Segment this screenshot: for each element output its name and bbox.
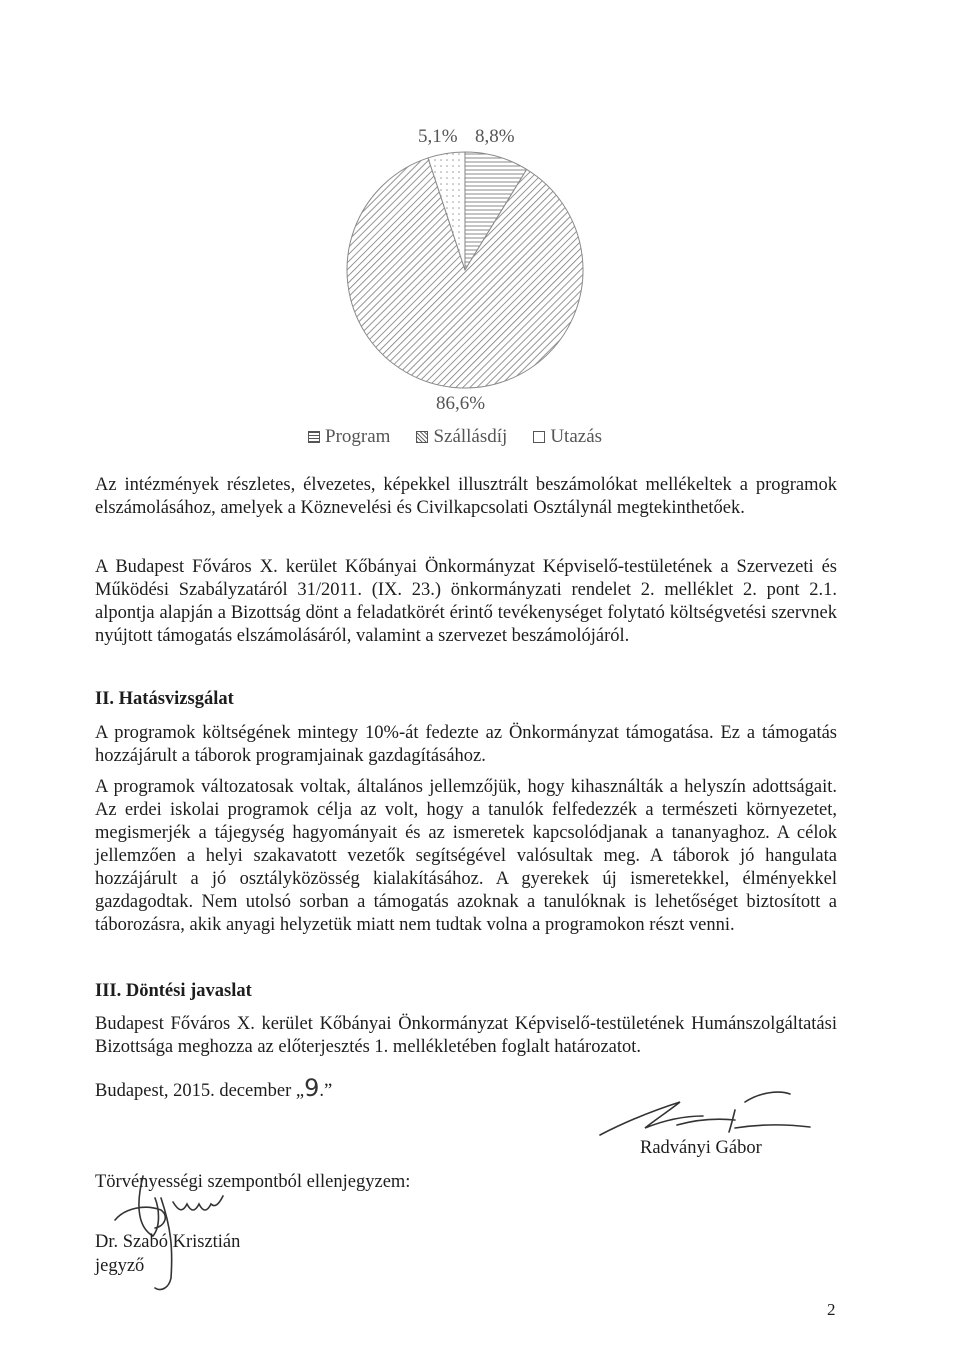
legal-signatory-name: Dr. Szabó Krisztián [95,1232,241,1252]
legend-swatch-program [308,431,320,443]
paragraph-funding: A programok költségének mintegy 10%-át fedezte az Önkormányzat támogatása. Ez a támogatás hozzájárult a táborok programjainak gazdagításához. [95,723,837,766]
legal-signatory-title: jegyző [95,1256,145,1276]
signatory-name: Radványi Gábor [640,1138,762,1158]
section-heading-proposal: III. Döntési javaslat [95,981,252,1001]
paragraph-programs: A programok változatosak voltak, általános jellemzőjük, hogy kihasználták a helyszín adottságait. Az erdei iskolai programok célja az volt, hogy a tanulók felfedezzék a természeti környezetet, megismerjék a tájegység hagyományait és az ismeretek kapcsolódjanak a tananyaghoz. A célok jellemzően a helyi szakavatott vezetők segítségével valósultak meg. A táborok jó hangulata hozzájárult a jó osztályközösség kialakításához. A gyerekek új ismeretekkel, élményekkel gazdagodtak. Nem utolsó sorban a támogatás azoknak a tanulóknak is lehetőséget biztosított a táborozásra, akik anyagi helyzetük miatt nem tudtak volna a programokon részt venni. [95,777,837,935]
data-label-utazas: 8,8% [475,126,515,147]
paragraph-intro: Az intézmények részletes, élvezetes, képekkel illusztrált beszámolókat mellékeltek a programok elszámolásához, amelyek a Köznevelési és Civilkapcsolati Osztálynál megtekinthetőek. [95,475,837,518]
pie-chart [330,145,600,395]
section-heading-impact: II. Hatásvizsgálat [95,689,234,709]
date-prefix: Budapest, 2015. december „ [95,1081,305,1101]
legend-swatch-szallasdij [416,431,428,443]
date-suffix: .” [319,1081,333,1101]
page-number: 2 [827,1300,836,1319]
legend-item-szallasdij [416,426,507,448]
date-line [95,1074,332,1102]
legend-swatch-utazas [533,431,545,443]
legend-item-program [308,426,390,448]
data-label-program: 86,6% [436,393,486,414]
legend-label-szallasdij: Szállásdíj [433,426,508,447]
legend-label-utazas: Utazás [550,426,603,447]
chart-legend [308,426,602,448]
legend-label-program: Program [325,426,391,447]
paragraph-legal-basis: A Budapest Főváros X. kerület Kőbányai Önkormányzat Képviselő-testületének a Szervezeti és Működési Szabályzatáról 31/2011. (IX. 23.) önkormányzati rendelet 2. melléklet 2. pont 2.1. alpontja alapján a Bizottság dönt a feladatkörét érintő tevékenységet folytató költségvetési szervnek nyújtott támogatás elszámolásáról, valamint a szervezet beszámolójáról. [95,557,837,646]
date-day-handwritten: 9 [304,1074,320,1102]
data-label-szallasdij: 5,1% [418,126,458,147]
legal-countersign-label: Törvényességi szempontból ellenjegyzem: [95,1172,411,1192]
legend-item-utazas [533,426,602,448]
paragraph-decision: Budapest Főváros X. kerület Kőbányai Önkormányzat Képviselő-testületének Humánszolgáltatási Bizottsága meghozza az előterjesztés 1. mellékletében foglalt határozatot. [95,1014,837,1057]
